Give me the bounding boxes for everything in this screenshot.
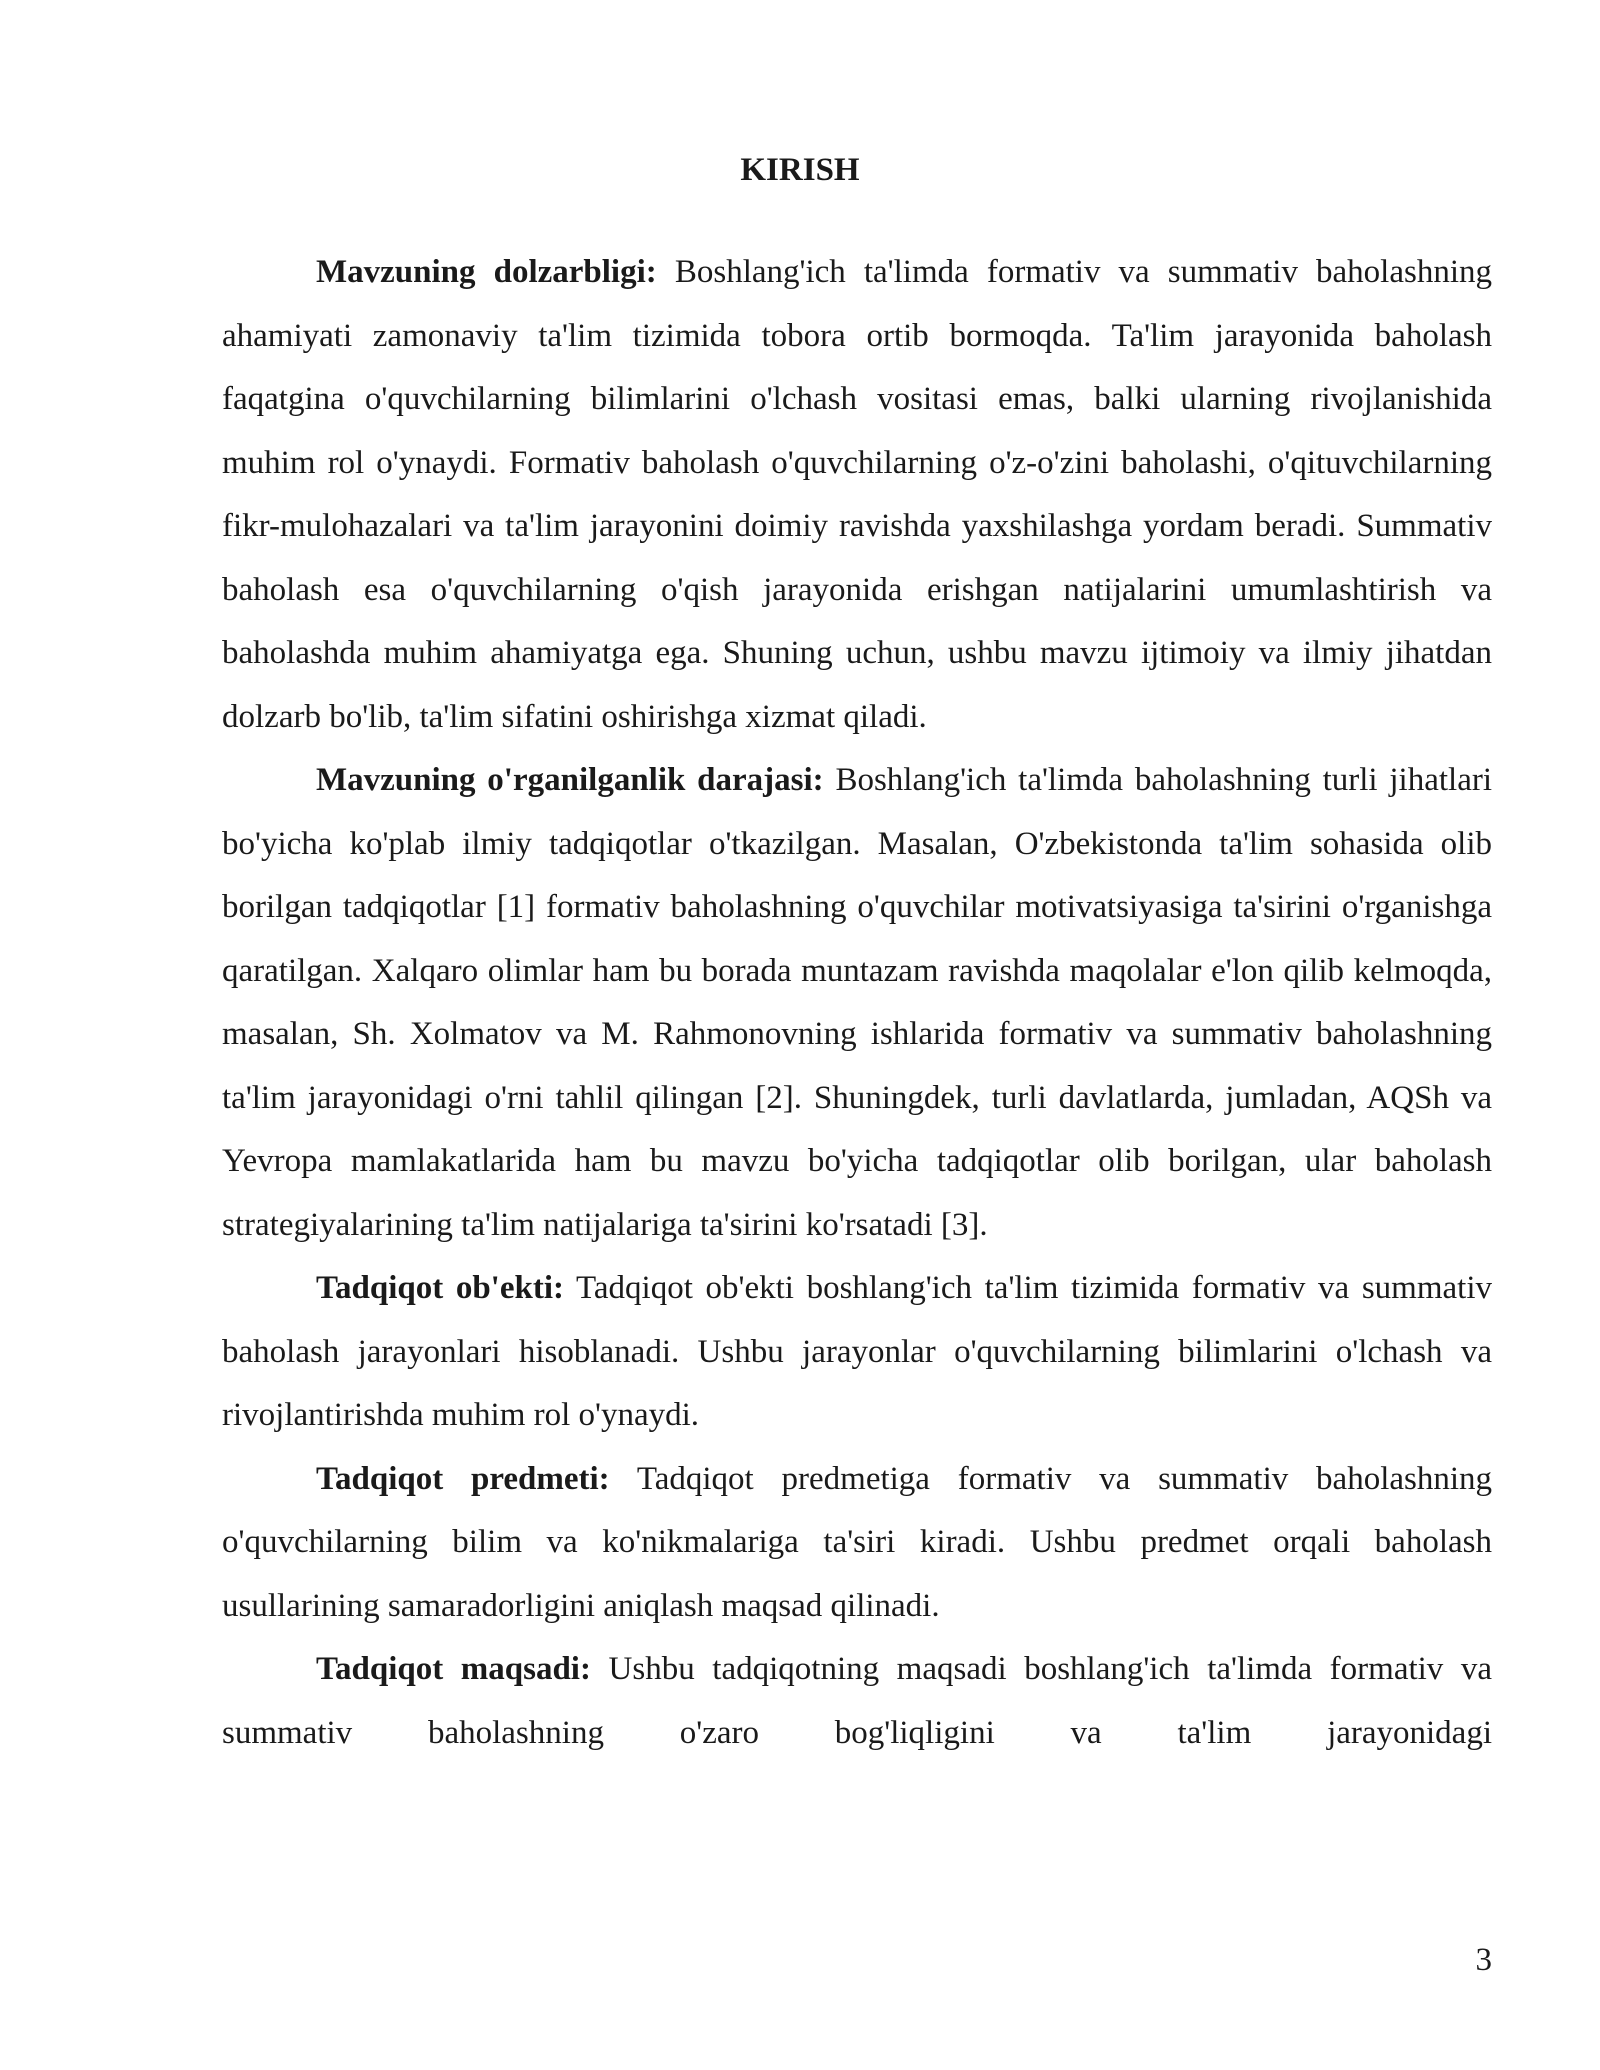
paragraph-study-level (222, 749, 1492, 1257)
paragraph-heading: Tadqiqot predmeti: (316, 1460, 610, 1497)
paragraph-heading: Mavzuning dolzarbligi: (316, 254, 657, 290)
paragraph-text: Tadqiqot ob'ekti boshlang'ich ta'lim tizimida formativ va summativ baholash jarayonlari hisoblanadi. Ushbu jarayonlar o'quvchilarning bilimlarini o'lchash va rivojlantirishda muhim rol o'ynaydi. (222, 1270, 1493, 1433)
paragraph-heading: Mavzuning o'rganilganlik darajasi: (316, 762, 824, 798)
paragraph-text: Tadqiqot predmetiga formativ va summativ baholashning o'quvchilarning bilim va ko'nikmalariga ta'siri kiradi. Ushbu predmet orqali baholash usullarining samaradorligini aniqlash maqsad qilinadi. (222, 1460, 1493, 1624)
paragraph-research-subject (222, 1448, 1492, 1639)
paragraph-relevance (222, 241, 1492, 749)
paragraph-text: Boshlang'ich ta'limda baholashning turli jihatlari bo'yicha ko'plab ilmiy tadqiqotlar o'tkazilgan. Masalan, O'zbekistonda ta'lim sohasida olib borilgan tadqiqotlar [1] formativ baholashning o'quvchilar motivatsiyasiga ta'sirini o'rganishga qaratilgan. Xalqaro olimlar ham bu borada muntazam ravishda maqolalar e'lon qilib kelmoqda, masalan, Sh. Xolmatov va M. Rahmonovning ishlarida formativ va summativ baholashning ta'lim jarayonidagi o'rni tahlil qilingan [2]. Shuningdek, turli davlatlarda, jumladan, AQSh va Yevropa mamlakatlarida ham bu mavzu bo'yicha tadqiqotlar olib borilgan, ular baholash strategiyalarining ta'lim natijalariga ta'sirini ko'rsatadi [3]. (222, 762, 1493, 1243)
document-body (222, 241, 1492, 1765)
paragraph-heading: Tadqiqot maqsadi: (316, 1651, 591, 1687)
paragraph-text: Ushbu tadqiqotning maqsadi boshlang'ich ta'limda formativ va summativ baholashning o'zaro bog'liqligini va ta'lim jarayonidagi (222, 1651, 1493, 1751)
paragraph-research-object (222, 1257, 1492, 1448)
paragraph-heading: Tadqiqot ob'ekti: (316, 1270, 564, 1306)
paragraph-text: Boshlang'ich ta'limda formativ va summativ baholashning ahamiyati zamonaviy ta'lim tizimida tobora ortib bormoqda. Ta'lim jarayonida baholash faqatgina o'quvchilarning bilimlarini o'lchash vositasi emas, balki ularning rivojlanishida muhim rol o'ynaydi. Formativ baholash o'quvchilarning o'z-o'zini baholashi, o'qituvchilarning fikr-mulohazalari va ta'lim jarayonini doimiy ravishda yaxshilashga yordam beradi. Summativ baholash esa o'quvchilarning o'qish jarayonida erishgan natijalarini umumlashtirish va baholashda muhim ahamiyatga ega. Shuning uchun, ushbu mavzu ijtimoiy va ilmiy jihatdan dolzarb bo'lib, ta'lim sifatini oshirishga xizmat qiladi. (222, 254, 1492, 735)
page-title: KIRISH (740, 152, 860, 188)
paragraph-research-goal (222, 1638, 1492, 1765)
page-number: 3 (1475, 1942, 1492, 1978)
